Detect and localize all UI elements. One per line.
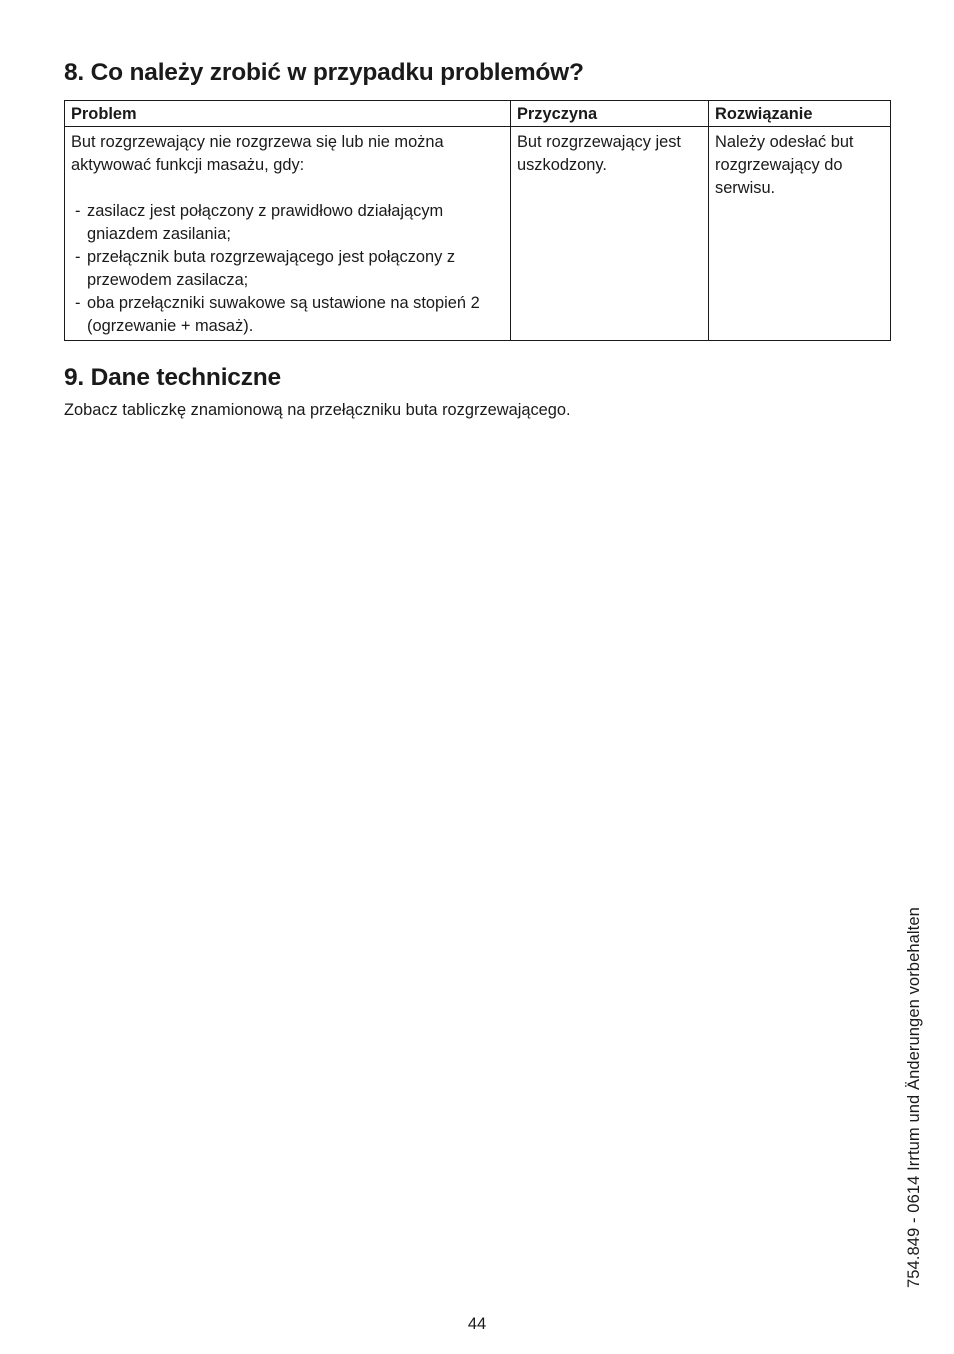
- document-code-note: 754.849 - 0614 Irrtum und Änderungen vorbehalten: [905, 907, 923, 1288]
- cell-solution: Należy odesłać but rozgrzewający do serwisu.: [709, 127, 891, 341]
- table-header-row: [65, 101, 891, 127]
- table-row: [65, 127, 891, 341]
- troubleshooting-table: [64, 100, 891, 341]
- cell-cause: But rozgrzewający jest uszkodzony.: [511, 127, 709, 341]
- cell-problem: [65, 127, 511, 341]
- header-cause: Przyczyna: [511, 101, 709, 127]
- section-9-title: 9. Dane techniczne: [64, 364, 281, 391]
- problem-intro: But rozgrzewający nie rozgrzewa się lub nie można aktywować funkcji masażu, gdy:: [71, 133, 444, 174]
- section-8-title: 8. Co należy zrobić w przypadku problemów?: [64, 59, 584, 86]
- list-item: - przełącznik buta rozgrzewającego jest połączony z przewodem zasilacza;: [75, 248, 456, 289]
- list-item: - oba przełączniki suwakowe są ustawione na stopień 2 (ogrzewanie + masaż).: [75, 294, 480, 335]
- page-number: 44: [467, 1315, 487, 1333]
- condition-list: [71, 200, 504, 338]
- list-item: - zasilacz jest połączony z prawidłowo działającym gniazdem zasilania;: [75, 202, 444, 243]
- technical-data-text: Zobacz tabliczkę znamionową na przełączniku buta rozgrzewającego.: [64, 401, 571, 419]
- header-problem: Problem: [65, 101, 511, 127]
- header-solution: Rozwiązanie: [709, 101, 891, 127]
